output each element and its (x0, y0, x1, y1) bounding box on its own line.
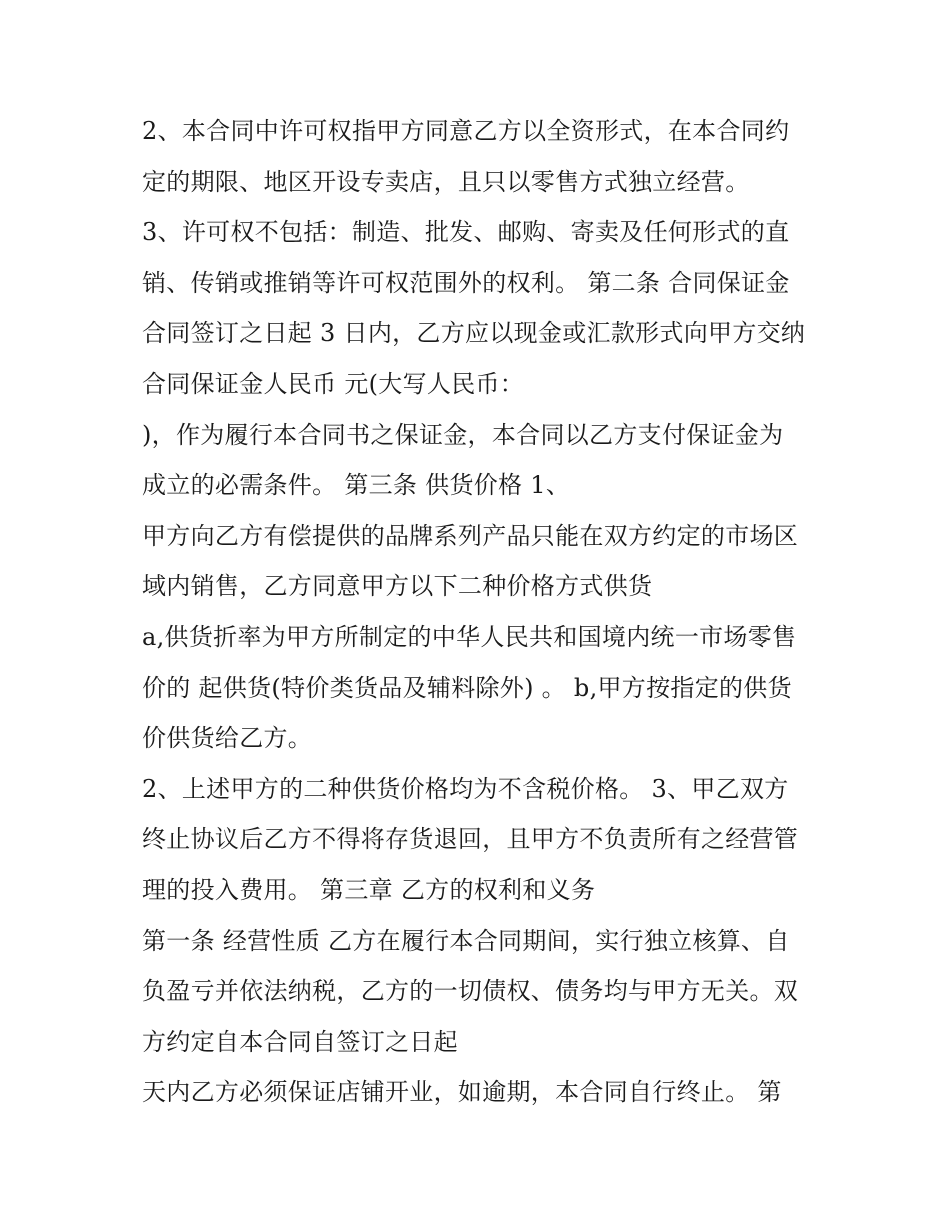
text-line: 3、许可权不包括：制造、批发、邮购、寄卖及任何形式的直 (142, 218, 790, 247)
text-line: )，作为履行本合同书之保证金，本合同以乙方支付保证金为 (142, 420, 784, 449)
text-line: 定的期限、地区开设专卖店，且只以零售方式独立经营。 (142, 167, 750, 196)
text-line: 负盈亏并依法纳税，乙方的一切债权、债务均与甲方无关。双 (142, 977, 799, 1006)
text-line: 理的投入费用。 第三章 乙方的权利和义务 (142, 875, 596, 904)
text-line: 成立的必需条件。 第三条 供货价格 1、 (142, 471, 571, 500)
document-body (142, 106, 822, 1118)
text-line: 方约定自本合同自签订之日起 (142, 1027, 458, 1056)
text-line: 合同保证金人民币 元(大写人民币： (142, 369, 525, 398)
text-line: 甲方向乙方有偿提供的品牌系列产品只能在双方约定的市场区 (142, 521, 799, 550)
text-line: 销、传销或推销等许可权范围外的权利。 第二条 合同保证金 (142, 268, 790, 297)
text-line: 合同签订之日起 3 日内，乙方应以现金或汇款形式向甲方交纳 (142, 319, 806, 348)
text-line: 域内销售，乙方同意甲方以下二种价格方式供货 (142, 572, 653, 601)
text-line: a,供货折率为甲方所制定的中华人民共和国境内统一市场零售 (142, 622, 797, 651)
text-line: 第一条 经营性质 乙方在履行本合同期间，实行独立核算、自 (142, 926, 790, 955)
text-line: 价供货给乙方。 (142, 724, 313, 753)
text-line: 2、本合同中许可权指甲方同意乙方以全资形式，在本合同约 (142, 117, 790, 145)
text-line: 价的 起供货(特价类货品及辅料除外) 。 b,甲方按指定的供货 (142, 673, 792, 702)
text-line: 天内乙方必须保证店铺开业，如逾期，本合同自行终止。 第 (142, 1078, 782, 1107)
text-line: 2、上述甲方的二种供货价格均为不含税价格。 3、甲乙双方 (142, 774, 789, 803)
text-line: 终止协议后乙方不得将存货退回，且甲方不负责所有之经营管 (142, 825, 799, 854)
